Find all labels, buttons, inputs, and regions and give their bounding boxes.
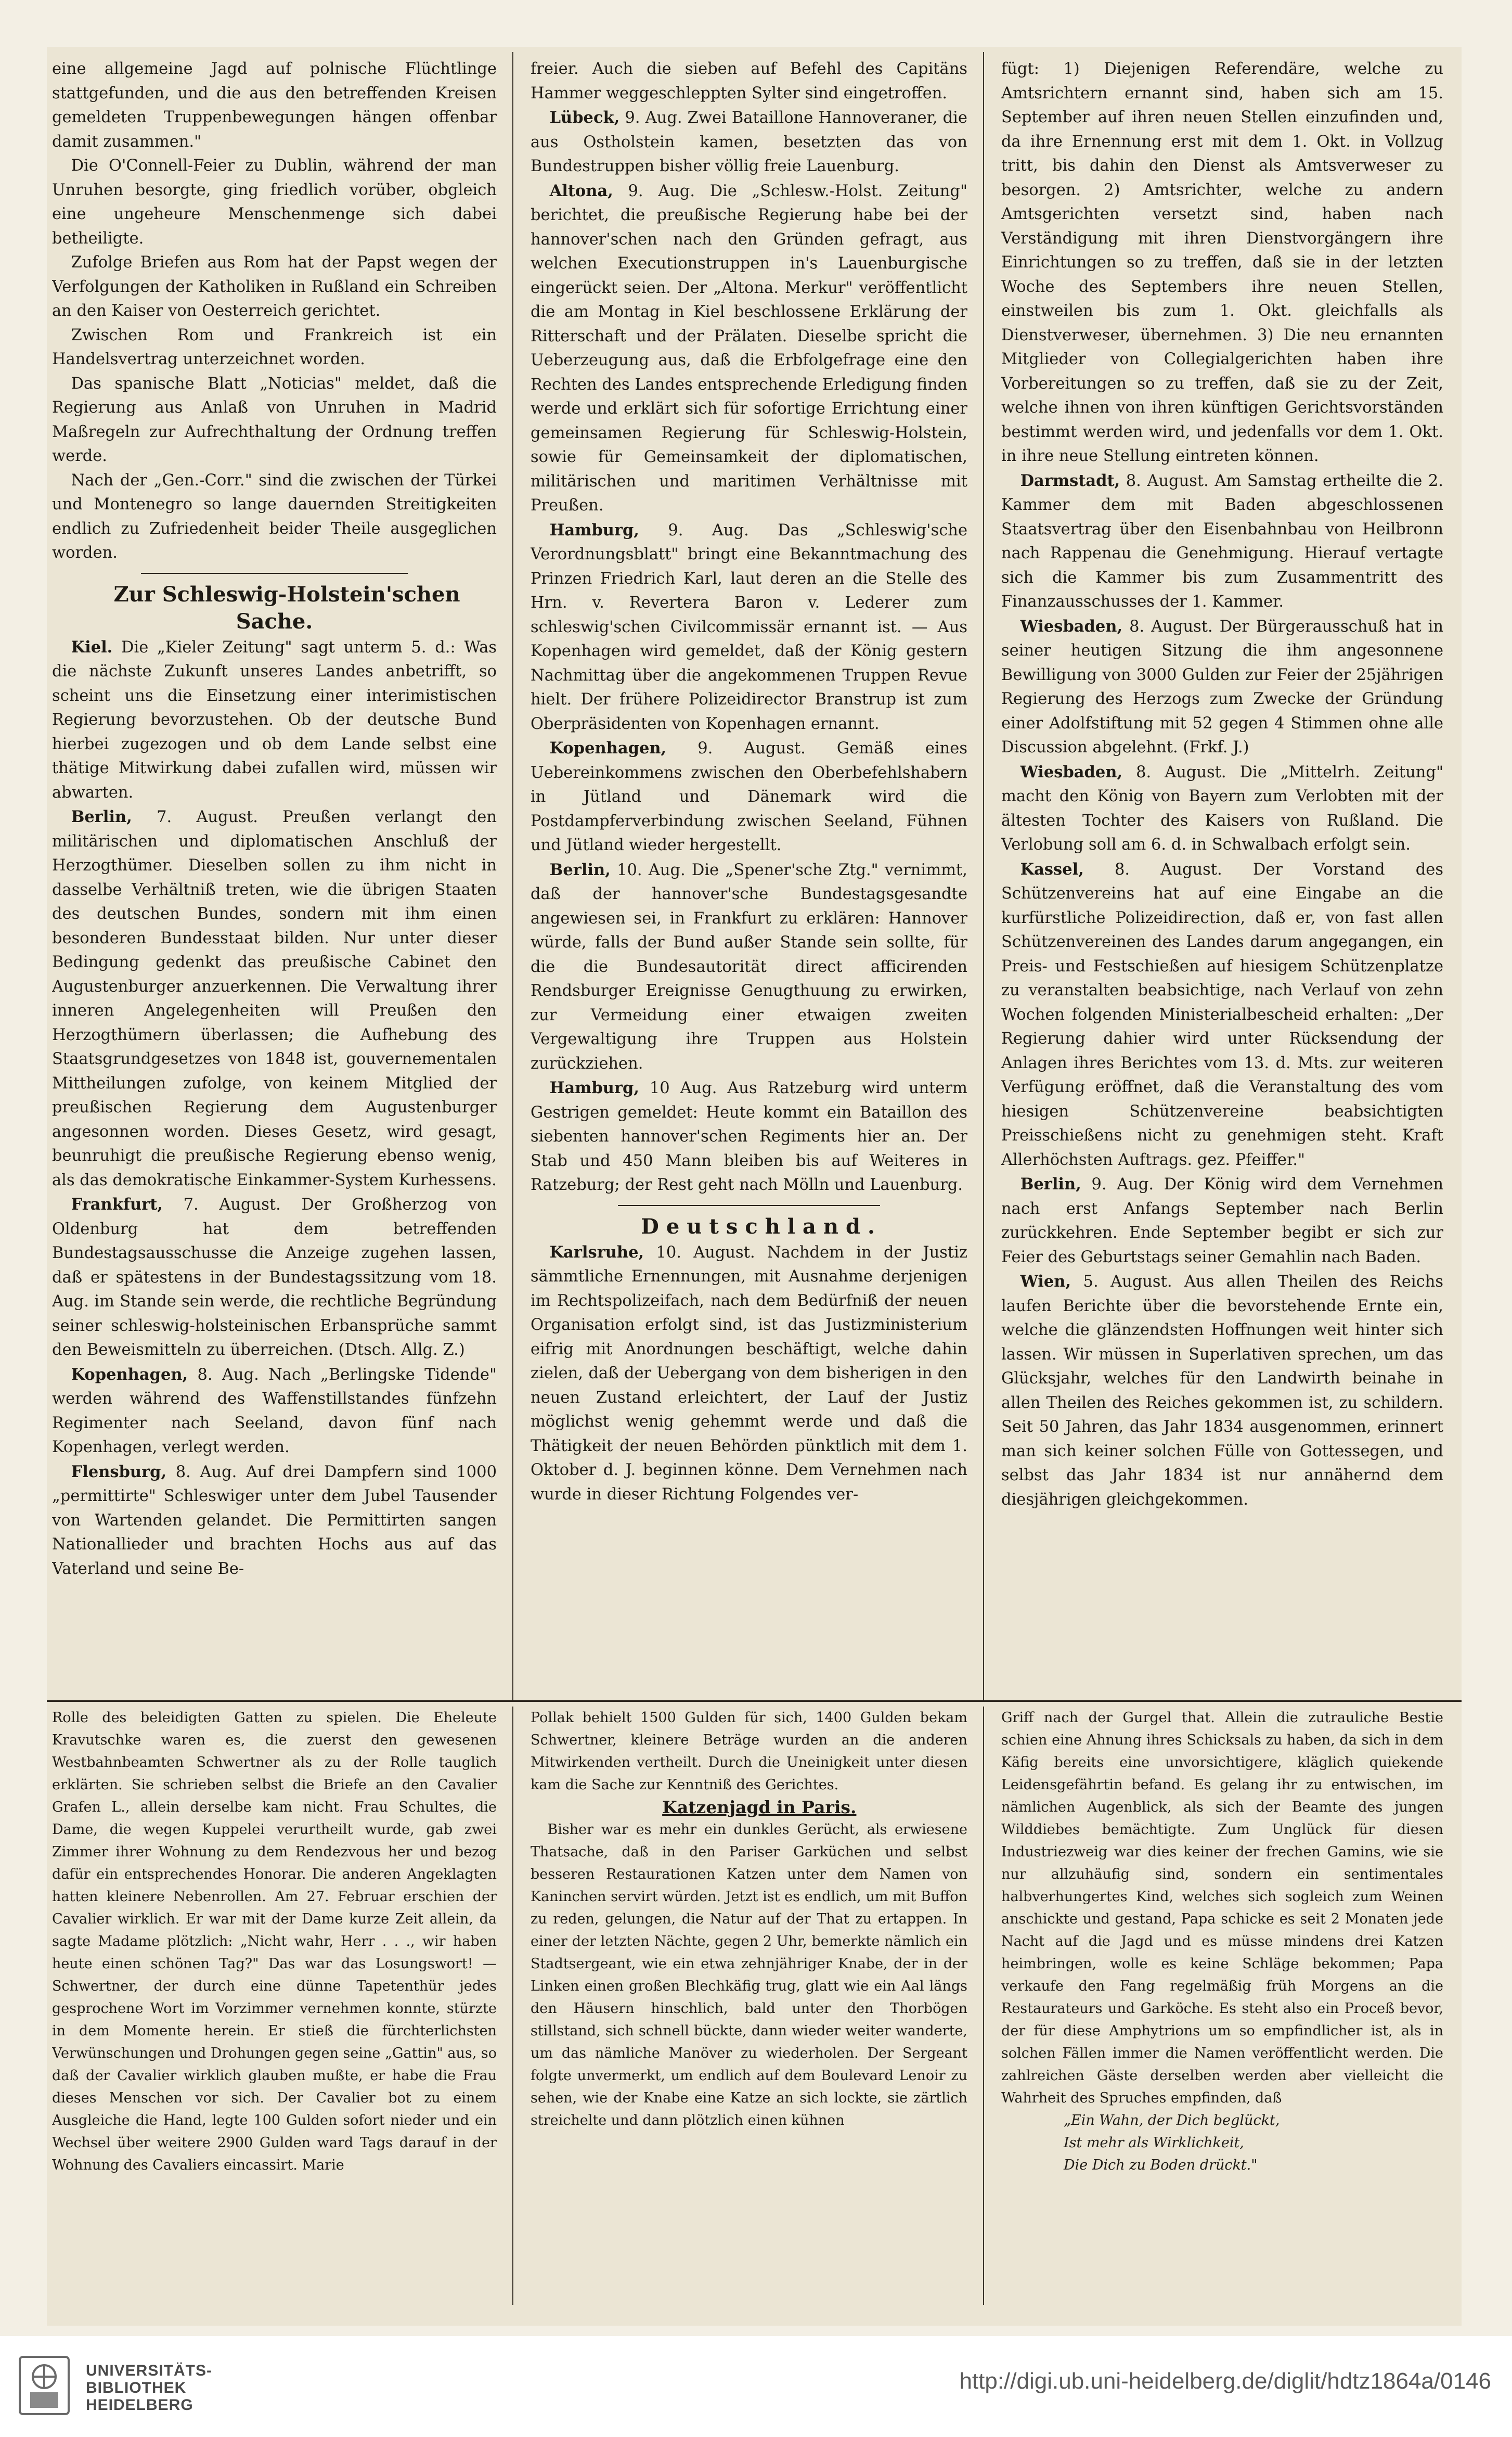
paragraph: Pollak behielt 1500 Gulden für sich, 1400 Gulden bekam Schwertner, kleinere Beträge wurden an die anderen Mitwirkenden vertheilt. Durch die Uneinigkeit unter diesen kam die Sache zur Kenntniß des Gerichtes. <box>531 1710 967 1793</box>
article <box>52 1192 497 1363</box>
feuilleton-column-2 <box>531 1707 967 2300</box>
library-name <box>86 2362 212 2414</box>
newspaper-page <box>47 47 1462 2326</box>
permalink-url[interactable]: http://digi.ub.uni-heidelberg.de/diglit/hdtz1864a/0146 <box>959 2368 1491 2394</box>
article <box>52 805 497 1192</box>
article-text: Die „Kieler Zeitung" sagt unterm 5. d.: Was die nächste Zukunft unseres Landes anbetrifft, so scheint uns die Einsetzung einer interimistischen Regierung bevorzustehen. Ob der deutsche Bund hierbei zugezogen und ob dem Lande selbst eine thätige Mitwirkung dabei zufallen wird, müssen wir abwarten. <box>52 638 497 802</box>
dateline: Altona, <box>549 181 613 200</box>
column-2 <box>531 57 967 1696</box>
article-text: 8. August. Am Samstag ertheilte die 2. Kammer dem mit Baden abgeschlossenen Staatsvertrag über den Eisenbahnbau von Heilbronn nach Rappenau die Genehmigung. Hierauf vertagte sich die Kammer bis zum Zusammentritt des Finanzausschusses der 1. Kammer. <box>1001 471 1443 611</box>
paragraph: Das spanische Blatt „Noticias" meldet, daß die Regierung aus Anlaß von Unruhen in Madrid Maßregeln zur Aufrechthaltung der Ordnung treffen werde. <box>52 374 497 465</box>
dateline: Kassel, <box>1020 860 1084 879</box>
divider <box>618 1205 880 1206</box>
dateline: Berlin, <box>549 860 611 879</box>
paragraph: Rolle des beleidigten Gatten zu spielen. Die Eheleute Kravutschke waren es, die zuerst den gewesenen Westbahnbeamten Schwertner als zu der Rolle tauglich erklärten. Sie schrieben selbst die Briefe an den Cavalier Grafen L., allein derselbe kam nicht. Frau Schultes, die Dame, die wegen Kuppelei verurtheilt wurde, gab zwei Zimmer ihrer Wohnung zu dem Rendezvous her und bezog dafür ein entsprechendes Honorar. Die anderen Angeklagten hatten kleinere Nebenrollen. Am 27. Februar erschien der Cavalier wirklich. Er war mit der Dame kurze Zeit allein, da sagte Madame plötzlich: „Nicht wahr, Herr . . ., wir haben heute einen schönen Tag?" Das war das Losungswort! — Schwertner, der durch eine dünne Tapetenthür jedes gesprochene Wort im Vorzimmer vernehmen konnte, stürzte in dem Momente herein. Er stieß die fürchterlichsten Verwünschungen und Drohungen gegen seine „Gattin" aus, so daß der Cavalier wirklich glauben mußte, er habe die Frau dieses Menschen vor sich. Der Cavalier bot zu einem Ausgleiche die Hand, legte 100 Gulden sofort nieder und ein Wechsel über weitere 2900 Gulden ward Tags darauf in der Wohnung des Cavaliers eincassirt. Marie <box>52 1710 497 2173</box>
university-seal-icon <box>16 2352 73 2419</box>
article-text: 8. Aug. Auf drei Dampfern sind 1000 „permittirte" Schleswiger unter dem Jubel Tausender von Wartenden gelandet. Die Permittirten sangen Nationallieder und brachten Hochs aus auf das Vaterland und seine Be- <box>52 1463 497 1578</box>
paragraph: Bisher war es mehr ein dunkles Gerücht, als erwiesene Thatsache, daß in den Pariser Garküchen und selbst besseren Restaurationen Katzen unter dem Namen von Kaninchen servirt würden. Jetzt ist es endlich, um mit Buffon zu reden, gelungen, die Natur auf der That zu ertappen. In einer der letzten Nächte, gegen 2 Uhr, bemerkte nämlich ein Stadtsergeant, wie ein etwa zehnjähriger Knabe, der in der Linken einen großen Blechkäfig trug, glatt wie ein Aal längs den Häusern hinschlich, bald unter den Thorbögen stillstand, sich schnell bückte, dann wieder weiter wanderte, um das nämliche Manöver zu wiederholen. Der Sergeant folgte unvermerkt, um endlich auf dem Boulevard Lenoir zu sehen, wie der Knabe eine Katze an sich lockte, sie zärtlich streichelte und dann plötzlich einen kühnen <box>531 1822 967 2128</box>
column-3 <box>1001 57 1443 1696</box>
poem <box>1001 2109 1443 2176</box>
paragraph: eine allgemeine Jagd auf polnische Flüchtlinge stattgefunden, und die aus den betreffenden Kreisen gemeldeten Truppenbewegungen hängen offenbar damit zusammen." <box>52 60 497 151</box>
dateline: Kopenhagen, <box>71 1365 188 1384</box>
article <box>1001 614 1443 760</box>
article-text: 10. August. Nachdem in der Justiz sämmtliche Ernennungen, mit Ausnahme derjenigen im Rechtspolizeifach, nach dem Bedürfniß der neuen Organisation erfolgt sind, ist das Justizministerium eifrig mit Anordnungen beschäftigt, welche dahin zielen, daß der Uebergang von dem bisherigen in den neuen Zustand erleichtert, der Lauf der Justiz möglichst wenig gehemmt werde und daß die Thätigkeit der neuen Behörden pünktlich mit dem 1. Oktober d. J. beginnen könne. Dem Vernehmen nach wurde in dieser Richtung Folgendes ver- <box>531 1243 967 1504</box>
library-line: HEIDELBERG <box>86 2396 193 2414</box>
article <box>1001 469 1443 614</box>
dateline: Berlin, <box>1020 1175 1081 1194</box>
section-heading: Deutschland. <box>641 1214 882 1239</box>
column-1 <box>52 57 497 1696</box>
column-divider <box>983 52 984 1701</box>
dateline: Kopenhagen, <box>549 739 667 758</box>
article <box>531 179 967 518</box>
article <box>52 635 497 805</box>
paragraph: Griff nach der Gurgel that. Allein die zutrauliche Bestie schien eine Ahnung ihres Schicksals zu haben, da sich in dem Käfig bereits eine unvorsichtigere, kläglich quiekende Leidensgefährtin befand. Es gelang ihr zu entwischen, im nämlichen Augenblick, als sich der Beamte des jungen Wilddiebes bemächtigte. Zum Unglück für diesen Industriezweig war dies keiner der frechen Gamins, wie sie nur allzuhäufig sind, sondern ein sentimentales halbverhungertes Kind, welches sich sogleich zum Weinen anschickte und gestand, Papa schicke es seit 2 Monaten jede Nacht auf die Jagd und es müsse mindens drei Katzen heimbringen, wolle es keine Schläge bekommen; Papa verkaufe den Fang regelmäßig früh Morgens an die Restaurateurs und Garköche. Es steht also ein Proceß bevor, der für diese Amphytrions um so empfindlicher ist, als in solchen Fällen immer die Namen veröffentlicht werden. Die zahlreichen Gäste derselben werden aber vielleicht die Wahrheit des Spruches empfinden, daß <box>1001 1710 1443 2106</box>
article-text: 7. August. Der Großherzog von Oldenburg hat dem betreffenden Bundestagsausschusse die Anzeige zugehen lassen, daß er spätestens in der Bundestagssitzung vom 18. Aug. im Stande sein werde, die rechtliche Begründung seiner schleswig-holsteinischen Erbansprüche sammt den Beweismitteln zu überreichen. (Dtsch. Allg. Z.) <box>52 1196 497 1359</box>
column-divider <box>983 1707 984 2305</box>
section-heading: Zur Schleswig-Holstein'schen Sache. <box>113 582 460 634</box>
library-line: BIBLIOTHEK <box>86 2379 187 2396</box>
dateline: Hamburg, <box>549 1079 639 1097</box>
feuilleton-column-3 <box>1001 1707 1443 2300</box>
article <box>531 858 967 1076</box>
article <box>1001 1269 1443 1512</box>
article-text: 7. August. Preußen verlangt den militärischen und diplomatischen Anschluß der Herzogthümer. Dieselben sollen zu ihm nicht in dasselbe Verhältniß treten, wie die übrigen Staaten des deutschen Bundes, sondern mit ihm einen besonderen Bundesstaat bilden. Nur unter dieser Bedingung gedenkt das preußische Cabinet den Augustenburger anzuerkennen. Die Verwaltung ihrer inneren Angelegenheiten will Preußen den Herzogthümern überlassen; die Aufhebung des Staatsgrundgesetzes von 1848 ist, gouvernementalen Mittheilungen zufolge, von keinem Mitglied der preußischen Regierung dem Augustenburger angesonnen worden. Dieses Gesetz, wird gesagt, beunruhigt die preußische Regierung ebenso wenig, als das demokratische Einkammer-System Kurhessens. <box>52 808 497 1189</box>
divider <box>141 573 408 574</box>
poem-line: Die Dich zu Boden drückt." <box>1064 2157 1258 2173</box>
article-text: 9. Aug. Das „Schleswig'sche Verordnungsblatt" bringt eine Bekanntmachung des Prinzen Friedrich Karl, laut deren an die Stelle des Hrn. v. Revertera Baron v. Lederer zum schleswig'schen Civilcommissär ernannt ist. — Aus Kopenhagen wird gemeldet, daß der König gestern Nachmittag über die angekommenen Truppen Revue hielt. Der frühere Polizeidirector Branstrup ist zum Oberpräsidenten von Kopenhagen ernannt. <box>531 521 967 733</box>
dateline: Hamburg, <box>549 520 639 540</box>
library-line: UNIVERSITÄTS- <box>86 2362 213 2379</box>
poem-line: „Ein Wahn, der Dich beglückt, <box>1064 2112 1280 2128</box>
article-text: 8. Aug. Nach „Berlingske Tidende" werden während des Waffenstillstandes fünfzehn Regimenter nach Seeland, davon fünf nach Kopenhagen, verlegt werden. <box>52 1365 497 1456</box>
dateline: Darmstadt, <box>1020 471 1120 490</box>
article <box>52 1460 497 1582</box>
article-text: 9. Aug. Zwei Bataillone Hannoveraner, die aus Ostholstein kamen, besetzten das von Bundestruppen bisher völlig freie Lauenburg. <box>531 109 967 175</box>
article <box>1001 1172 1443 1269</box>
article-text: 9. Aug. Die „Schlesw.-Holst. Zeitung" berichtet, die preußische Regierung habe bei der hannover'schen nach den Gründen gefragt, aus welchen Executionstruppen in's Lauenburgische eingerückt seien. Der „Altona. Merkur" veröffentlicht die am Montag in Kiel beschlossene Erklärung der Ritterschaft und der Prälaten. Dieselbe spricht die Ueberzeugung aus, daß die Erbfolgefrage eine den Rechten des Landes entsprechende Erledigung finden werde und erklärt sich für sofortige Errichtung einer gemeinsamen Regierung für Schleswig-Holstein, sowie für Gemeinsamkeit der diplomatischen, militärischen und maritimen Verhältnisse mit Preußen. <box>531 182 967 515</box>
dateline: Kiel. <box>71 637 113 657</box>
dateline: Lübeck, <box>549 108 620 127</box>
poem-line: Ist mehr als Wirklichkeit, <box>1064 2135 1244 2151</box>
column-divider <box>512 52 513 1701</box>
paragraph: Zwischen Rom und Frankreich ist ein Handelsvertrag unterzeichnet worden. <box>52 326 497 368</box>
article-text: 9. Aug. Der König wird dem Vernehmen nach erst Anfangs September nach Berlin zurückkehren. Ende September begibt er sich zur Feier des Geburtstags seiner Gemahlin nach Baden. <box>1001 1175 1443 1266</box>
footer-bar <box>0 2336 1512 2437</box>
dateline: Wiesbaden, <box>1020 617 1123 636</box>
article <box>531 518 967 737</box>
dateline: Karlsruhe, <box>549 1242 644 1262</box>
paragraph: freier. Auch die sieben auf Befehl des Capitäns Hammer weggeschleppten Sylter sind eingetroffen. <box>531 60 967 102</box>
article <box>531 106 967 179</box>
article <box>531 1240 967 1507</box>
paragraph: fügt: 1) Diejenigen Referendäre, welche zu Amtsrichtern ernannt sind, haben sich am 15. September auf ihren neuen Stellen einzufinden und, da ihre Ernennung erst mit dem 1. Okt. in Vollzug tritt, bis dahin den Dienst als Amtsverweser zu besorgen. 2) Amtsrichter, welche zu andern Amtsgerichten versetzt sind, haben nach Verständigung mit ihren Dienstvorgängern ihre Einrichtungen so zu treffen, daß sie in der letzten Woche des Septembers ihre neuen Stellen, einstweilen bis zum 1. Okt. gleichfalls als Dienstverweser, übernehmen. 3) Die neu ernannten Mitglieder von Collegialgerichten haben ihre Vorbereitungen so zu treffen, daß sie zu der Zeit, welche ihnen von ihren künftigen Gerichtsvorständen bestimmt werden wird, und jedenfalls vor dem 1. Okt. in ihre neue Stellung eintreten können. <box>1001 60 1443 465</box>
article-text: 10. Aug. Die „Spener'sche Ztg." vernimmt, daß der hannover'sche Bundestagsgesandte angewiesen sei, in Frankfurt zu erklären: Hannover würde, falls der Bund außer Stande sein sollte, für die die Bundesautorität direct afficirenden Rendsburger Ereignisse Genugthuung zu erwirken, zur Vermeidung einer etwaigen zweiten Vergewaltigung ihre Truppen aus Holstein zurückziehen. <box>531 861 967 1073</box>
dateline: Frankfurt, <box>71 1195 163 1214</box>
article-text: 8. August. Der Vorstand des Schützenvereins hat auf eine Eingabe an die kurfürstliche Polizeidirection, daß er, von fast allen Schützenvereinen des Landes darum angegangen, ein Preis- und Festschießen auf hiesigem Schützenplatze zu veranstalten beabsichtige, nach Verlauf von zehn Wochen folgenden Ministerialbescheid erhalten: „Der Regierung dahier wird unter Rücksendung der Anlagen ihres Berichtes vom 13. d. Mts. zur weiteren Verfügung eröffnet, daß die Veranstaltung des vom hiesigen Schützenvereine beabsichtigten Preisschießens nicht zu genehmigen steht. Kraft Allerhöchsten Auftrags. gez. Pfeiffer." <box>1001 860 1443 1169</box>
paragraph: Nach der „Gen.-Corr." sind die zwischen der Türkei und Montenegro so lange dauernden Streitigkeiten endlich zu Zufriedenheit beider Theile ausgeglichen worden. <box>52 471 497 562</box>
feuilleton-column-1 <box>52 1707 497 2300</box>
article-text: 9. August. Gemäß eines Uebereinkommens zwischen den Oberbefehlshabern in Jütland und Dänemark wird die Postdampferverbindung zwischen Seeland, Fühnen und Jütland wieder hergestellt. <box>531 739 967 854</box>
article-text: 8. August. Der Bürgerausschuß hat in seiner heutigen Sitzung die ihm angesonnene Bewilligung von 3000 Gulden zur Feier der 25jährigen Regierung des Herzogs zum Zwecke der Gründung einer Adolfstiftung mit 52 gegen 4 Stimmen ohne alle Discussion abgelehnt. (Frkf. J.) <box>1001 617 1443 756</box>
article-text: 8. August. Die „Mittelrh. Zeitung" macht den König von Bayern zum Verlobten mit der ältesten Tochter des Kaisers von Rußland. Die Verlobung soll am 6. d. in Schwalbach erfolgt sein. <box>1001 763 1443 854</box>
paragraph: Die O'Connell-Feier zu Dublin, während der man Unruhen besorgte, ging friedlich vorüber, obgleich eine ungeheure Menschenmenge sich dabei betheiligte. <box>52 157 497 248</box>
article <box>531 1076 967 1198</box>
article <box>1001 760 1443 857</box>
paragraph: Zufolge Briefen aus Rom hat der Papst wegen der Verfolgungen der Katholiken in Rußland ein Schreiben an den Kaiser von Oesterreich gerichtet. <box>52 253 497 320</box>
column-divider <box>512 1707 513 2305</box>
feuilleton-title: Katzenjagd in Paris. <box>662 1797 857 1817</box>
article <box>531 736 967 858</box>
feuilleton-rule <box>47 1700 1462 1702</box>
article-text: 10 Aug. Aus Ratzeburg wird unterm Gestrigen gemeldet: Heute kommt ein Bataillon des siebenten hannover'schen Regiments hier an. Der Stab und 450 Mann bleiben bis auf Weiteres in Ratzeburg; der Rest geht nach Mölln und Lauenburg. <box>531 1079 967 1194</box>
dateline: Berlin, <box>71 807 132 826</box>
dateline: Wiesbaden, <box>1020 762 1123 781</box>
article <box>52 1363 497 1460</box>
article-text: 5. August. Aus allen Theilen des Reichs laufen Berichte über die bevorstehende Ernte ein, welche die glänzendsten Hoffnungen weit hinter sich lassen. Wir müssen in Superlativen sprechen, um das Glücksjahr, welches für den Landwirth beinahe in allen Theilen des Reiches gekommen ist, zu schildern. Seit 50 Jahren, das Jahr 1834 ausgenommen, erinnert man sich keiner solchen Fülle von Gottessegen, und selbst das Jahr 1834 ist nur annähernd dem diesjährigen gleichgekommen. <box>1001 1273 1443 1509</box>
dateline: Wien, <box>1020 1272 1071 1291</box>
article <box>1001 857 1443 1173</box>
dateline: Flensburg, <box>71 1462 167 1481</box>
